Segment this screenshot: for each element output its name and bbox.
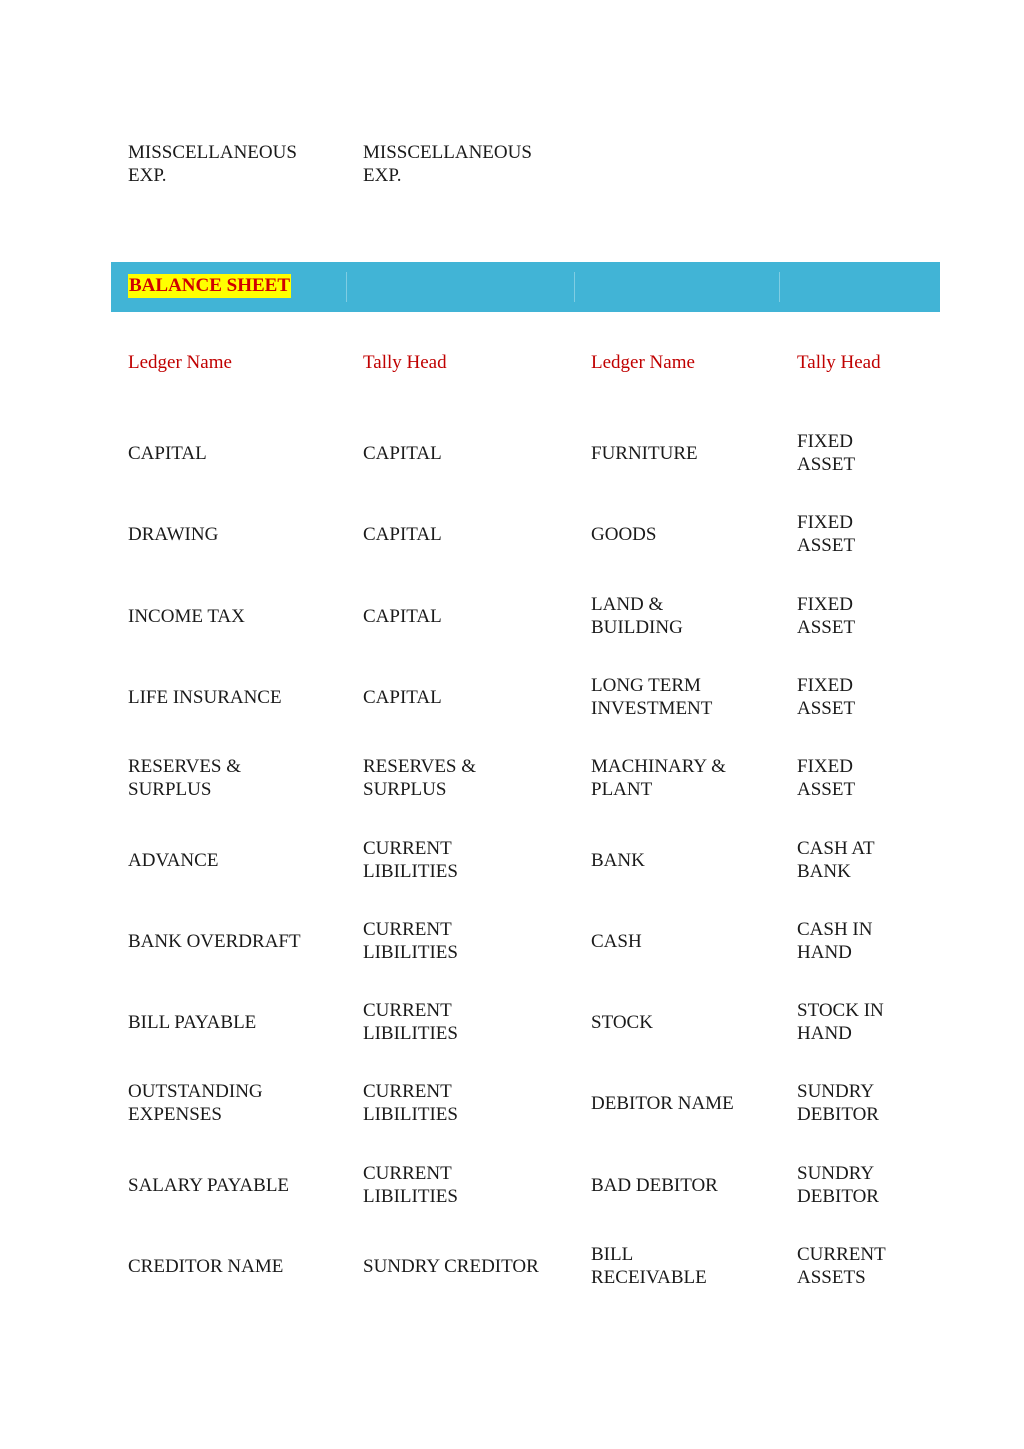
balance-sheet-banner: [111, 262, 940, 312]
row-tally-head: CAPITAL: [363, 605, 442, 627]
row-ledger-name: LAND & BUILDING: [591, 594, 683, 638]
row-ledger-name: ADVANCE: [128, 849, 219, 871]
row-ledger-name: RESERVES & SURPLUS: [128, 756, 242, 800]
row-tally-head-cell: [363, 992, 583, 1052]
row-tally-head-cell: [797, 1236, 937, 1296]
row-tally-head-cell: [797, 830, 937, 890]
row-ledger-name: BILL PAYABLE: [128, 1011, 257, 1033]
table-row: [0, 748, 1024, 808]
row-ledger-name-cell: [128, 586, 353, 646]
row-ledger-name-cell: [591, 667, 791, 727]
row-ledger-name-cell: [128, 1236, 353, 1296]
row-tally-head: RESERVES & SURPLUS: [363, 756, 477, 800]
row-tally-head-cell: [797, 1155, 937, 1215]
row-tally-head: SUNDRY DEBITOR: [797, 1081, 879, 1125]
row-tally-head: FIXED ASSET: [797, 594, 856, 638]
row-ledger-name-cell: [128, 667, 353, 727]
banner-divider: [346, 272, 347, 302]
header-tally-head: Tally Head: [363, 352, 447, 373]
table-row: [0, 830, 1024, 890]
row-tally-head: STOCK IN HAND: [797, 1000, 884, 1044]
row-ledger-name-cell: [591, 1236, 791, 1296]
row-ledger-name: CASH: [591, 930, 642, 952]
row-ledger-name: CAPITAL: [128, 442, 207, 464]
row-tally-head: CAPITAL: [363, 523, 442, 545]
row-tally-head-cell: [363, 1155, 583, 1215]
row-tally-head: CAPITAL: [363, 442, 442, 464]
row-ledger-name-cell: [591, 586, 791, 646]
table-row: [0, 911, 1024, 971]
row-tally-head: CURRENT LIBILITIES: [363, 1081, 458, 1125]
row-tally-head-cell: [797, 1073, 937, 1133]
banner-divider: [779, 272, 780, 302]
row-ledger-name: LIFE INSURANCE: [128, 686, 282, 708]
row-ledger-name-cell: [591, 911, 791, 971]
row-ledger-name-cell: [591, 748, 791, 808]
row-tally-head: CASH AT BANK: [797, 838, 875, 882]
row-tally-head-cell: [363, 830, 583, 890]
row-ledger-name-cell: [128, 830, 353, 890]
table-row: [0, 423, 1024, 483]
row-tally-head: FIXED ASSET: [797, 431, 856, 475]
row-tally-head-cell: [363, 911, 583, 971]
row-ledger-name-cell: [591, 423, 791, 483]
row-ledger-name: DRAWING: [128, 523, 219, 545]
row-ledger-name: CREDITOR NAME: [128, 1255, 284, 1277]
table-row: [0, 992, 1024, 1052]
row-tally-head: CURRENT LIBILITIES: [363, 919, 458, 963]
row-ledger-name: STOCK: [591, 1011, 653, 1033]
row-tally-head-cell: [363, 504, 583, 564]
balance-sheet-title: BALANCE SHEET: [129, 275, 291, 296]
row-tally-head-cell: [797, 586, 937, 646]
row-tally-head-cell: [363, 667, 583, 727]
row-ledger-name: SALARY PAYABLE: [128, 1174, 290, 1196]
row-tally-head-cell: [363, 423, 583, 483]
row-tally-head: FIXED ASSET: [797, 756, 856, 800]
row-tally-head: CAPITAL: [363, 686, 442, 708]
header-ledger-name: Ledger Name: [128, 352, 232, 373]
row-ledger-name-cell: [128, 748, 353, 808]
row-ledger-name-cell: [591, 1073, 791, 1133]
misc-tally-head: MISSCELLANEOUS EXP.: [363, 142, 532, 186]
row-ledger-name-cell: [128, 504, 353, 564]
row-ledger-name: DEBITOR NAME: [591, 1092, 734, 1114]
row-tally-head: FIXED ASSET: [797, 675, 856, 719]
row-tally-head: CURRENT LIBILITIES: [363, 838, 458, 882]
row-ledger-name-cell: [128, 423, 353, 483]
row-ledger-name: OUTSTANDING EXPENSES: [128, 1081, 263, 1125]
header-ledger-name: Ledger Name: [591, 352, 695, 373]
table-row: [0, 667, 1024, 727]
row-tally-head-cell: [797, 423, 937, 483]
row-ledger-name: BANK OVERDRAFT: [128, 930, 301, 952]
row-tally-head-cell: [363, 748, 583, 808]
row-ledger-name: BAD DEBITOR: [591, 1174, 718, 1196]
row-ledger-name: BANK: [591, 849, 645, 871]
row-tally-head-cell: [797, 748, 937, 808]
row-ledger-name-cell: [591, 1155, 791, 1215]
row-ledger-name: BILL RECEIVABLE: [591, 1244, 707, 1288]
row-tally-head-cell: [363, 1073, 583, 1133]
row-ledger-name: GOODS: [591, 523, 657, 545]
row-tally-head-cell: [797, 992, 937, 1052]
row-tally-head: FIXED ASSET: [797, 512, 856, 556]
row-tally-head-cell: [363, 1236, 583, 1296]
table-row: [0, 1073, 1024, 1133]
row-tally-head: CURRENT LIBILITIES: [363, 1163, 458, 1207]
row-tally-head: CASH IN HAND: [797, 919, 873, 963]
table-row: [0, 1155, 1024, 1215]
row-ledger-name-cell: [128, 992, 353, 1052]
table-row: [0, 586, 1024, 646]
row-tally-head-cell: [797, 504, 937, 564]
row-ledger-name: MACHINARY & PLANT: [591, 756, 726, 800]
header-tally-head: Tally Head: [797, 352, 881, 373]
row-tally-head-cell: [797, 911, 937, 971]
row-tally-head: SUNDRY DEBITOR: [797, 1163, 879, 1207]
row-ledger-name-cell: [128, 911, 353, 971]
row-tally-head: CURRENT LIBILITIES: [363, 1000, 458, 1044]
row-ledger-name-cell: [128, 1073, 353, 1133]
row-ledger-name-cell: [591, 992, 791, 1052]
row-ledger-name: LONG TERM INVESTMENT: [591, 675, 713, 719]
row-ledger-name-cell: [591, 504, 791, 564]
table-row: [0, 1236, 1024, 1296]
banner-divider: [574, 272, 575, 302]
table-header-row: [0, 351, 1024, 375]
row-ledger-name: INCOME TAX: [128, 605, 245, 627]
row-tally-head: CURRENT ASSETS: [797, 1244, 886, 1288]
table-row: [0, 504, 1024, 564]
row-tally-head: SUNDRY CREDITOR: [363, 1255, 539, 1277]
row-ledger-name-cell: [128, 1155, 353, 1215]
row-tally-head-cell: [363, 586, 583, 646]
row-ledger-name: FURNITURE: [591, 442, 698, 464]
misc-ledger-name: MISSCELLANEOUS EXP.: [128, 142, 297, 186]
row-tally-head-cell: [797, 667, 937, 727]
row-ledger-name-cell: [591, 830, 791, 890]
misc-expense-row: [128, 141, 940, 191]
